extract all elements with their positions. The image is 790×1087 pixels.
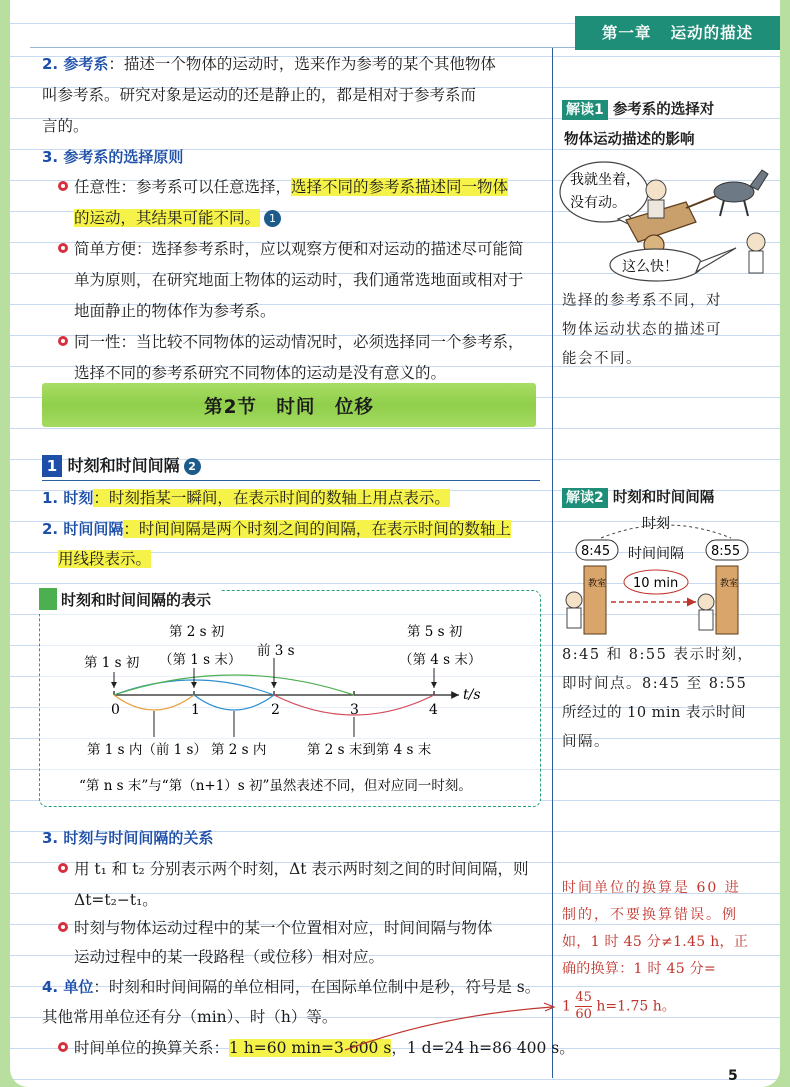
highlight: 时刻指某一瞬间，在表示时间的数轴上用点表示。: [108, 489, 450, 507]
sidebar-text: 8:45 和 8:55 表示时刻，: [562, 647, 754, 663]
sidebar-read2-title: 解读2 时刻和时间间隔: [562, 486, 714, 508]
timeline-diagram: [39, 600, 539, 805]
tick-label: 3: [350, 702, 359, 718]
highlight: 用线段表示。: [58, 550, 152, 568]
bullet-arbitrary: 任意性：参考系可以任意选择，选择不同的参考系描述同一物体: [58, 176, 508, 198]
bullet-conversion: 时间单位的换算关系：1 h=60 min=3 600 s，1 d=24 h=86 400 s。: [58, 1037, 575, 1059]
sidebar-text: 即时间点。8:45 至 8:55: [562, 676, 748, 692]
text-line: 单为原则，在研究地面上物体的运动时，我们通常选地面或相对于: [74, 271, 524, 289]
text-line: Δt=t₂−t₁。: [74, 891, 158, 909]
label-5s-start: 第 5 s 初: [407, 624, 463, 640]
duration: 10 min: [633, 576, 679, 591]
label-2s-start: 第 2 s 初: [169, 624, 225, 640]
sidebar-text: 物体运动状态的描述可: [562, 322, 722, 338]
def-interval: 2. 时间间隔：时间间隔是两个时刻之间的间隔，在表示时间的数轴上: [42, 520, 511, 538]
text-line: 选择不同的参考系研究不同物体的运动是没有意义的。: [74, 364, 447, 382]
cart-illustration: [556, 150, 776, 285]
read-tag: 解读1: [562, 100, 608, 120]
label-interval: 时间间隔: [628, 546, 684, 562]
topic-number: 1: [42, 455, 62, 477]
item-label: 3. 参考系的选择原则: [42, 148, 184, 166]
building-label: 教室: [588, 579, 607, 589]
bullet-same: 同一性：当比较不同物体的运动情况时，必须选择同一个参考系，: [58, 331, 524, 353]
diagram-note: “第 n s 末”与“第（n+1）s 初”虽然表述不同，但对应同一时刻。: [79, 778, 472, 794]
bullet-icon: [58, 336, 68, 346]
topic-heading: [42, 455, 201, 477]
def-moment: 1. 时刻：时刻指某一瞬间，在表示时间的数轴上用点表示。: [42, 489, 450, 507]
bullet-icon: [58, 181, 68, 191]
chapter-title: 运动的描述: [670, 24, 754, 42]
footnote-marker[interactable]: 1: [264, 210, 281, 227]
speech-bubble-text: 没有动。: [570, 195, 626, 211]
text-line: 运动过程中的某一段路程（或位移）相对应。: [74, 948, 385, 966]
tick-label: 0: [111, 702, 120, 718]
highlight: 1 h=60 min=3 600 s: [229, 1039, 392, 1057]
building-label: 教室: [720, 579, 739, 589]
handwritten-note: 制的，不要换算错误。例: [562, 907, 738, 923]
section-title: 第2节 时间 位移: [204, 397, 374, 418]
time-end: 8:55: [711, 544, 741, 559]
sidebar-read1-title-line2: 物体运动描述的影响: [564, 132, 695, 148]
arc-first-second: [114, 695, 194, 710]
handwritten-note: 确的换算：1 时 45 分=: [562, 961, 717, 977]
text-line: 叫参考系。研究对象是运动的还是静止的，都是相对于参考系而: [42, 86, 477, 104]
text-line: [74, 207, 281, 229]
sidebar-text: 所经过的 10 min 表示时间: [562, 705, 747, 721]
bullet-position: 时刻与物体运动过程中的某一个位置相对应，时间间隔与物体: [58, 917, 493, 939]
classroom-illustration: [556, 510, 778, 642]
read-tag: 解读2: [562, 488, 608, 508]
bullet-simple: 简单方便：选择参考系时，应以观察方便和对运动的描述尽可能简: [58, 238, 524, 260]
bullet-icon: [58, 863, 68, 873]
text-line: [58, 548, 151, 570]
sidebar-read1-title: 解读1 参考系的选择对: [562, 98, 714, 120]
item-label: 2. 时间间隔: [42, 520, 124, 538]
text-line: 地面静止的物体作为参考系。: [74, 302, 276, 320]
arc-second-second: [194, 695, 274, 710]
bullet-icon: [58, 1042, 68, 1052]
tick-label: 2: [271, 702, 280, 718]
handwritten-fraction: 1 $\frac{45}{60}$ h=1.75 h。: [562, 990, 676, 1022]
bullet-relation: 用 t₁ 和 t₂ 分别表示两个时刻，Δt 表示两时刻之间的时间间隔，则: [58, 858, 528, 880]
page-number: 5: [728, 1068, 738, 1084]
text-line: 其他常用单位还有分（min）、时（h）等。: [42, 1008, 338, 1026]
item-unit: 4. 单位：时刻和时间间隔的单位相同，在国际单位制中是秒，符号是 s。: [42, 978, 541, 996]
label-2s-to-4s: 第 2 s 末到第 4 s 末: [307, 742, 432, 758]
label-1s-start: 第 1 s 初: [84, 655, 140, 671]
column-divider: [552, 48, 553, 1078]
sidebar-text: 选择的参考系不同，对: [562, 293, 722, 309]
speech-bubble-text: 这么快！: [622, 259, 678, 275]
axis-label: t/s: [463, 687, 481, 703]
item-label: 3. 时刻与时间间隔的关系: [42, 829, 214, 847]
sidebar-text: 间隔。: [562, 734, 610, 750]
sidebar-text: 能会不同。: [562, 351, 642, 367]
note-connector: [340, 995, 560, 1055]
text-line: 言的。: [42, 117, 89, 135]
speech-bubble-text: 我就坐着，: [570, 172, 640, 188]
section-banner: [42, 383, 536, 427]
handwritten-note: 时间单位的换算是 60 进: [562, 880, 741, 896]
time-start: 8:45: [581, 544, 611, 559]
tick-label: 1: [191, 702, 200, 718]
item-reference-frame: 2. 参考系：描述一个物体的运动时，选来作为参考的某个其他物体: [42, 55, 496, 73]
bullet-icon: [58, 243, 68, 253]
topic-title: 时刻和时间间隔: [67, 456, 180, 475]
highlight: 时间间隔是两个时刻之间的间隔，在表示时间的数轴上: [138, 520, 511, 538]
tick-label: 4: [429, 702, 438, 718]
highlight: 的运动，其结果可能不同。: [74, 209, 261, 227]
topic-underline: [42, 480, 540, 481]
label-4s-end: （第 4 s 末）: [399, 652, 482, 668]
label-first-3s: 前 3 s: [257, 643, 295, 659]
diagram-title: 时刻和时间间隔的表示: [39, 586, 221, 614]
item-label: 1. 时刻: [42, 489, 94, 507]
footnote-marker[interactable]: 2: [184, 458, 201, 475]
label-second-second: 第 2 s 内: [211, 742, 267, 758]
chapter-header: [575, 16, 780, 50]
label-1s-end: （第 1 s 末）: [159, 652, 242, 668]
highlight: 选择不同的参考系描述同一物体: [291, 178, 509, 196]
chapter-number: 第一章: [601, 24, 652, 42]
item-label: 4. 单位: [42, 978, 94, 996]
label-moment: 时刻: [642, 516, 670, 532]
arc-first-3s-green: [114, 675, 354, 695]
bullet-icon: [58, 922, 68, 932]
handwritten-note: 如，1 时 45 分≠1.45 h，正: [562, 934, 749, 950]
item-label: 2. 参考系: [42, 55, 109, 73]
label-first-second: 第 1 s 内（前 1 s）: [87, 742, 207, 758]
